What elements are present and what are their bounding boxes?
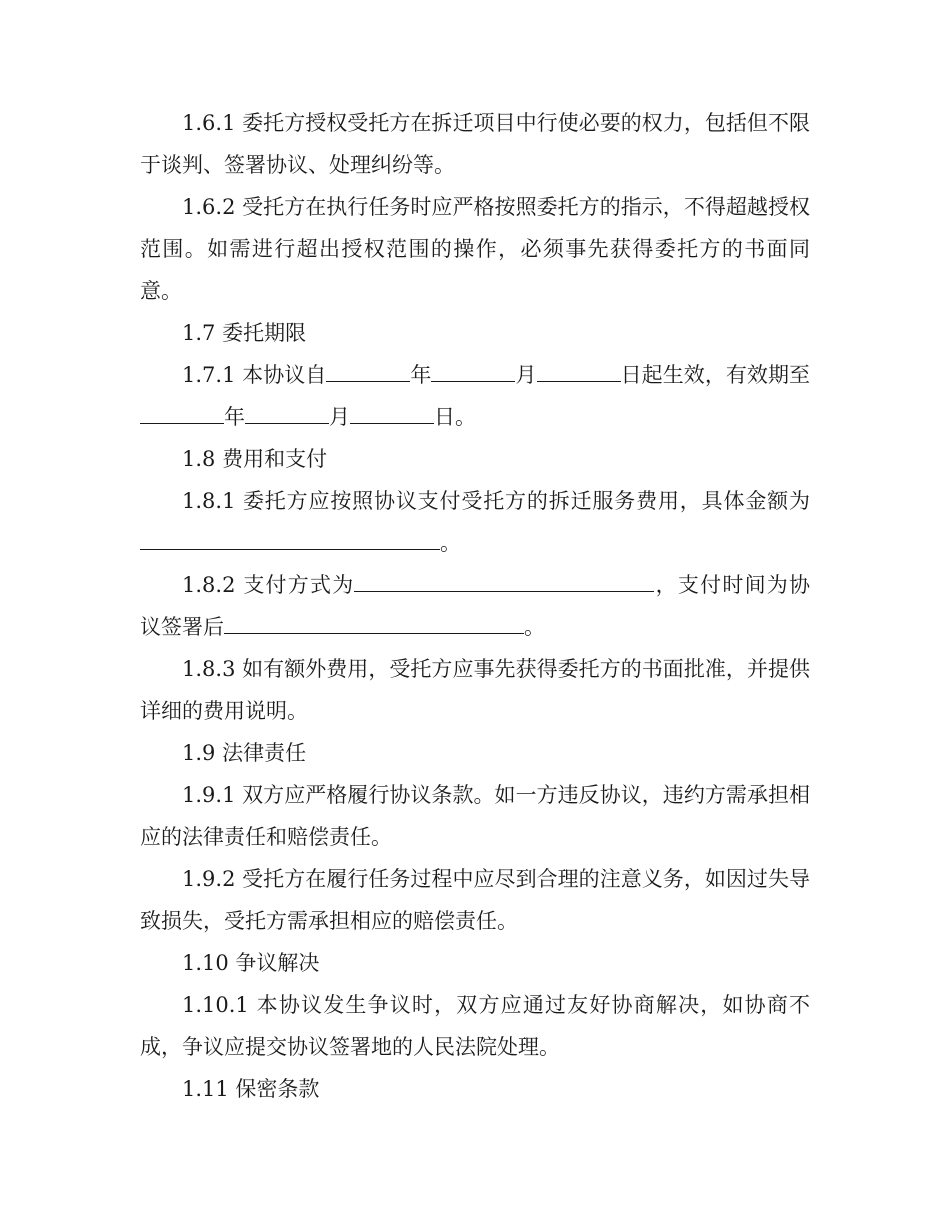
end-year-label: 年 — [224, 405, 245, 429]
start-year-blank[interactable] — [326, 355, 410, 382]
payment-method-blank[interactable] — [354, 565, 654, 592]
clause-1-7-1-text-middle: 日起生效，有效期至 — [620, 363, 811, 387]
clause-1-7-1-text-end: 日。 — [434, 405, 476, 429]
clause-1-9-2: 1.9.2 受托方在履行任务过程中应尽到合理的注意义务，如因过失导致损失，受托方需承担相应的赔偿责任。 — [140, 867, 810, 933]
payment-time-blank[interactable] — [224, 607, 524, 634]
clause-1-9-1: 1.9.1 双方应严格履行协议条款。如一方违反协议，违约方需承担相应的法律责任和赔偿责任。 — [140, 783, 810, 849]
fee-amount-blank[interactable] — [140, 523, 440, 550]
clause-1-7-1 — [140, 354, 810, 438]
section-heading-1-9: 1.9 法律责任 — [182, 741, 307, 765]
end-month-blank[interactable] — [245, 397, 329, 424]
clause-1-8-2-text-end: 。 — [524, 615, 545, 639]
section-heading-1-11: 1.11 保密条款 — [182, 1077, 320, 1101]
clause-1-10-1: 1.10.1 本协议发生争议时，双方应通过友好协商解决，如协商不成，争议应提交协议签署地的人民法院处理。 — [140, 993, 810, 1059]
end-day-blank[interactable] — [350, 397, 434, 424]
month-label: 月 — [515, 363, 537, 387]
end-year-blank[interactable] — [140, 397, 224, 424]
clause-1-8-2 — [140, 564, 810, 648]
clause-1-8-3: 1.8.3 如有额外费用，受托方应事先获得委托方的书面批准，并提供详细的费用说明。 — [140, 657, 810, 723]
section-heading-1-10: 1.10 争议解决 — [182, 951, 320, 975]
clause-1-8-2-text-start: 1.8.2 支付方式为 — [182, 573, 355, 597]
clause-1-8-1-text-start: 1.8.1 委托方应按照协议支付受托方的拆迁服务费用，具体金额为 — [182, 489, 810, 513]
clause-1-6-2: 1.6.2 受托方在执行任务时应严格按照委托方的指示，不得超越授权范围。如需进行超出授权范围的操作，必须事先获得委托方的书面同意。 — [140, 195, 810, 303]
document-body — [140, 102, 810, 1110]
section-heading-1-8: 1.8 费用和支付 — [182, 447, 328, 471]
clause-1-6-1: 1.6.1 委托方授权受托方在拆迁项目中行使必要的权力，包括但不限于谈判、签署协议、处理纠纷等。 — [140, 111, 810, 177]
year-label: 年 — [410, 363, 432, 387]
start-day-blank[interactable] — [537, 355, 621, 382]
start-month-blank[interactable] — [431, 355, 515, 382]
clause-1-7-1-text-start: 1.7.1 本协议自 — [182, 363, 327, 387]
clause-1-8-1-text-end: 。 — [440, 531, 461, 555]
section-heading-1-7: 1.7 委托期限 — [182, 321, 307, 345]
clause-1-8-1 — [140, 480, 810, 564]
end-month-label: 月 — [329, 405, 350, 429]
clause-1-8-2-text-middle: ，支付时间为协议签署后 — [140, 573, 811, 639]
